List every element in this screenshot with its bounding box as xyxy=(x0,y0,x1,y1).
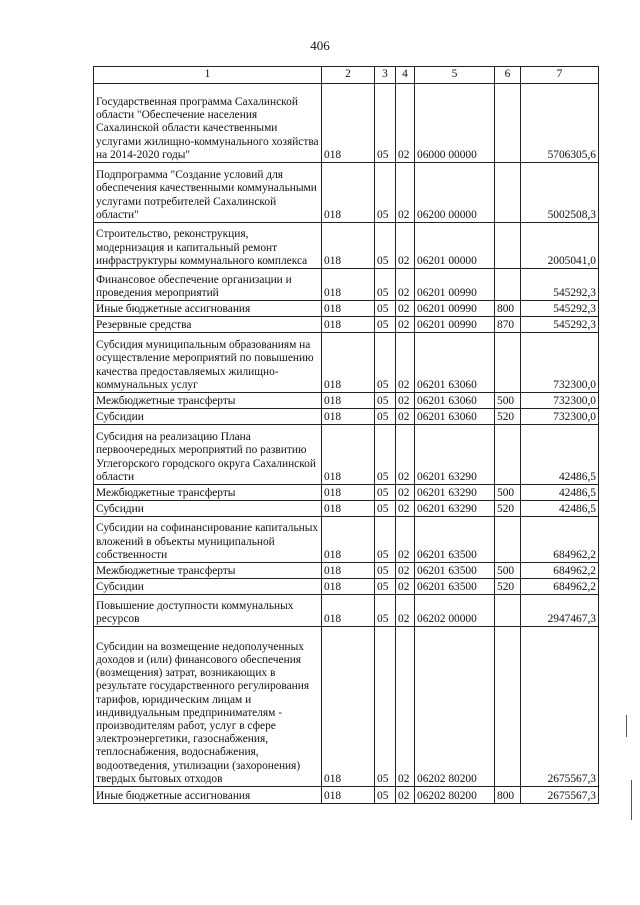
row-subsection-code: 02 xyxy=(396,393,415,409)
row-subsection-code: 02 xyxy=(396,84,415,163)
row-amount: 2675567,3 xyxy=(521,787,599,804)
row-target-article: 06201 63060 xyxy=(415,333,495,393)
row-target-article: 06201 00990 xyxy=(415,317,495,333)
row-ministry-code: 018 xyxy=(322,269,375,301)
row-name: Финансовое обеспечение организации и проведения мероприятий xyxy=(94,269,322,301)
row-name: Иные бюджетные ассигнования xyxy=(94,787,322,804)
row-name: Субсидии xyxy=(94,501,322,517)
column-header-name: 1 xyxy=(94,67,322,84)
row-ministry-code: 018 xyxy=(322,223,375,269)
row-name: Межбюджетные трансферты xyxy=(94,563,322,579)
row-target-article: 06200 00000 xyxy=(415,163,495,223)
row-target-article: 06202 80200 xyxy=(415,787,495,804)
table-header-row xyxy=(94,67,599,84)
column-header-section: 3 xyxy=(375,67,396,84)
row-amount: 42486,5 xyxy=(521,501,599,517)
row-section-code: 05 xyxy=(375,393,396,409)
row-amount: 684962,2 xyxy=(521,517,599,563)
row-subsection-code: 02 xyxy=(396,317,415,333)
row-ministry-code: 018 xyxy=(322,393,375,409)
page-number: 406 xyxy=(310,38,330,53)
row-subsection-code: 02 xyxy=(396,223,415,269)
table-row xyxy=(94,563,599,579)
row-expense-type xyxy=(495,425,521,485)
row-subsection-code: 02 xyxy=(396,333,415,393)
row-target-article: 06202 80200 xyxy=(415,627,495,787)
row-name: Межбюджетные трансферты xyxy=(94,485,322,501)
row-target-article: 06201 63290 xyxy=(415,425,495,485)
column-header-expense-type: 6 xyxy=(495,67,521,84)
row-amount: 732300,0 xyxy=(521,333,599,393)
column-header-target-article: 5 xyxy=(415,67,495,84)
row-section-code: 05 xyxy=(375,301,396,317)
row-expense-type: 800 xyxy=(495,301,521,317)
row-name: Подпрограмма "Создание условий для обеспечения качественными коммунальными услугами потребителей Сахалинской области" xyxy=(94,163,322,223)
row-expense-type xyxy=(495,627,521,787)
table-row xyxy=(94,787,599,804)
row-target-article: 06201 63500 xyxy=(415,579,495,595)
row-subsection-code: 02 xyxy=(396,501,415,517)
table-row xyxy=(94,517,599,563)
row-expense-type xyxy=(495,163,521,223)
row-section-code: 05 xyxy=(375,627,396,787)
row-ministry-code: 018 xyxy=(322,595,375,627)
table-row xyxy=(94,333,599,393)
row-name: Субсидия на реализацию Плана первоочередных мероприятий по развитию Углегорского городского округа Сахалинской области xyxy=(94,425,322,485)
column-header-ministry: 2 xyxy=(322,67,375,84)
row-subsection-code: 02 xyxy=(396,595,415,627)
row-subsection-code: 02 xyxy=(396,579,415,595)
row-section-code: 05 xyxy=(375,409,396,425)
row-amount: 2947467,3 xyxy=(521,595,599,627)
row-target-article: 06201 63290 xyxy=(415,485,495,501)
table-body xyxy=(94,84,599,804)
row-ministry-code: 018 xyxy=(322,787,375,804)
row-expense-type xyxy=(495,84,521,163)
row-target-article: 06201 63060 xyxy=(415,409,495,425)
table-row xyxy=(94,163,599,223)
table-row xyxy=(94,301,599,317)
row-target-article: 06201 00000 xyxy=(415,223,495,269)
row-subsection-code: 02 xyxy=(396,517,415,563)
row-name: Межбюджетные трансферты xyxy=(94,393,322,409)
row-section-code: 05 xyxy=(375,84,396,163)
row-amount: 545292,3 xyxy=(521,317,599,333)
row-subsection-code: 02 xyxy=(396,409,415,425)
row-subsection-code: 02 xyxy=(396,627,415,787)
table-row xyxy=(94,409,599,425)
row-name: Государственная программа Сахалинской области "Обеспечение населения Сахалинской области качественными услугами жилищно-коммунального хозяйства на 2014-2020 годы" xyxy=(94,84,322,163)
row-target-article: 06201 63500 xyxy=(415,517,495,563)
row-section-code: 05 xyxy=(375,317,396,333)
row-ministry-code: 018 xyxy=(322,627,375,787)
row-section-code: 05 xyxy=(375,269,396,301)
row-section-code: 05 xyxy=(375,163,396,223)
row-name: Субсидии на софинансирование капитальных вложений в объекты муниципальной собственности xyxy=(94,517,322,563)
row-ministry-code: 018 xyxy=(322,425,375,485)
row-subsection-code: 02 xyxy=(396,485,415,501)
row-ministry-code: 018 xyxy=(322,485,375,501)
row-name: Субсидия муниципальным образованиям на осуществление мероприятий по повышению качества предоставляемых жилищно-коммунальных услуг xyxy=(94,333,322,393)
row-amount: 2005041,0 xyxy=(521,223,599,269)
row-expense-type: 500 xyxy=(495,485,521,501)
row-amount: 42486,5 xyxy=(521,485,599,501)
row-name: Повышение доступности коммунальных ресурсов xyxy=(94,595,322,627)
row-expense-type: 520 xyxy=(495,579,521,595)
row-amount: 42486,5 xyxy=(521,425,599,485)
row-section-code: 05 xyxy=(375,501,396,517)
row-expense-type xyxy=(495,333,521,393)
scan-mark xyxy=(626,715,627,737)
row-expense-type: 520 xyxy=(495,409,521,425)
row-subsection-code: 02 xyxy=(396,163,415,223)
row-target-article: 06201 00990 xyxy=(415,301,495,317)
row-subsection-code: 02 xyxy=(396,787,415,804)
row-name: Субсидии xyxy=(94,579,322,595)
row-amount: 2675567,3 xyxy=(521,627,599,787)
scan-mark xyxy=(631,780,632,820)
table-row xyxy=(94,425,599,485)
row-amount: 5706305,6 xyxy=(521,84,599,163)
row-name: Строительство, реконструкция, модернизация и капитальный ремонт инфраструктуры коммунального комплекса xyxy=(94,223,322,269)
table-row xyxy=(94,269,599,301)
table-row xyxy=(94,579,599,595)
row-section-code: 05 xyxy=(375,595,396,627)
row-subsection-code: 02 xyxy=(396,425,415,485)
table-row xyxy=(94,84,599,163)
row-name: Субсидии на возмещение недополученных доходов и (или) финансового обеспечения (возмещения) затрат, возникающих в результате государственного регулирования тарифов, юридическим лицам и индивидуальным предпринимателям - производителям работ, услуг в сфере электроэнергетики, газоснабжения, теплоснабжения, водоснабжения, водоотведения, утилизации (захоронения) твердых бытовых отходов xyxy=(94,627,322,787)
row-section-code: 05 xyxy=(375,563,396,579)
table-row xyxy=(94,317,599,333)
row-expense-type xyxy=(495,269,521,301)
row-expense-type xyxy=(495,595,521,627)
row-subsection-code: 02 xyxy=(396,269,415,301)
row-ministry-code: 018 xyxy=(322,317,375,333)
row-name: Иные бюджетные ассигнования xyxy=(94,301,322,317)
row-expense-type xyxy=(495,517,521,563)
row-section-code: 05 xyxy=(375,333,396,393)
row-ministry-code: 018 xyxy=(322,579,375,595)
row-target-article: 06201 63060 xyxy=(415,393,495,409)
row-ministry-code: 018 xyxy=(322,333,375,393)
row-target-article: 06201 63500 xyxy=(415,563,495,579)
table-row xyxy=(94,485,599,501)
row-expense-type: 520 xyxy=(495,501,521,517)
row-ministry-code: 018 xyxy=(322,409,375,425)
row-amount: 545292,3 xyxy=(521,301,599,317)
row-target-article: 06201 00990 xyxy=(415,269,495,301)
table-row xyxy=(94,627,599,787)
row-expense-type: 500 xyxy=(495,563,521,579)
row-ministry-code: 018 xyxy=(322,517,375,563)
row-ministry-code: 018 xyxy=(322,163,375,223)
row-amount: 732300,0 xyxy=(521,393,599,409)
row-section-code: 05 xyxy=(375,517,396,563)
row-section-code: 05 xyxy=(375,485,396,501)
row-expense-type xyxy=(495,223,521,269)
column-header-subsection: 4 xyxy=(396,67,415,84)
row-target-article: 06000 00000 xyxy=(415,84,495,163)
row-section-code: 05 xyxy=(375,579,396,595)
row-section-code: 05 xyxy=(375,787,396,804)
row-amount: 545292,3 xyxy=(521,269,599,301)
row-name: Резервные средства xyxy=(94,317,322,333)
table-row xyxy=(94,393,599,409)
row-amount: 5002508,3 xyxy=(521,163,599,223)
row-expense-type: 870 xyxy=(495,317,521,333)
row-target-article: 06201 63290 xyxy=(415,501,495,517)
budget-table xyxy=(93,66,599,804)
row-section-code: 05 xyxy=(375,425,396,485)
column-header-amount: 7 xyxy=(521,67,599,84)
row-subsection-code: 02 xyxy=(396,301,415,317)
row-ministry-code: 018 xyxy=(322,563,375,579)
row-name: Субсидии xyxy=(94,409,322,425)
row-ministry-code: 018 xyxy=(322,84,375,163)
row-ministry-code: 018 xyxy=(322,501,375,517)
row-section-code: 05 xyxy=(375,223,396,269)
table-row xyxy=(94,595,599,627)
row-expense-type: 800 xyxy=(495,787,521,804)
row-expense-type: 500 xyxy=(495,393,521,409)
row-subsection-code: 02 xyxy=(396,563,415,579)
table-row xyxy=(94,223,599,269)
row-ministry-code: 018 xyxy=(322,301,375,317)
row-amount: 684962,2 xyxy=(521,579,599,595)
table-row xyxy=(94,501,599,517)
row-amount: 732300,0 xyxy=(521,409,599,425)
row-target-article: 06202 00000 xyxy=(415,595,495,627)
row-amount: 684962,2 xyxy=(521,563,599,579)
